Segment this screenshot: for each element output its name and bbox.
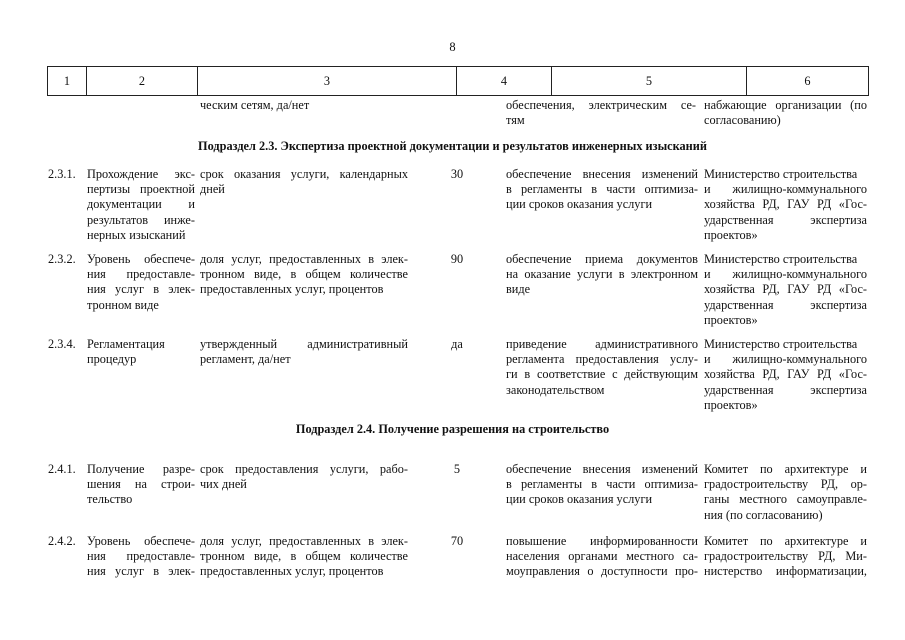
text-line: проектов» [704,397,758,412]
text-line: срок оказания услуги, календарных [200,167,408,181]
indicator-name [87,167,195,243]
header-col-2: 2 [86,67,197,95]
text-line: Министерство строительства [704,337,858,351]
text-line: на оказание услуги в электронном [506,267,698,282]
text-line: и жилищно-коммунального [704,352,867,367]
text-line: регламент, да/нет [200,352,291,367]
text-line: дней [200,182,225,197]
text-line: ции сроков оказания услуги [506,197,653,212]
page-number: 8 [449,40,456,54]
text-line: пертизы проектной [87,182,195,197]
indicator-name [87,462,195,508]
text-line: нистерство информатизации, [704,564,867,579]
row-number: 2.4.2. [48,534,76,548]
text-line: набжающие организации (по [704,98,867,112]
responsible [704,534,867,580]
row-number: 2.3.1. [48,167,76,181]
text-line: Министерство строительства [704,167,858,181]
text-line: населения органами местного са- [506,549,698,564]
text-line: Уровень обеспече- [87,252,195,266]
text-line: приведение административного [506,337,698,351]
text-line: обеспечение внесения изменений [506,167,698,181]
text-line: Комитет по архитектуре и [704,462,867,476]
measures [506,337,698,398]
target-value: 70 [450,534,464,548]
text-line: срок предоставления услуги, рабо- [200,462,408,476]
section-title-2-4: Подраздел 2.4. Получение разрешения на строительство [295,422,610,436]
row-number: 2.3.4. [48,337,76,351]
text-line: доля услуг, предоставленных в элек- [200,534,408,548]
text-line: тельство [87,492,133,507]
text-line: Комитет по архитектуре и [704,534,867,548]
text-line: ударственная экспертиза [704,297,867,312]
text-line: согласованию) [704,113,781,128]
responsible [704,462,867,523]
indicator-measure [200,462,408,492]
text-line: Получение разре- [87,462,195,476]
text-line: утвержденный административный [200,337,408,351]
target-value: 30 [450,167,464,181]
text-line: ния предоставле- [87,267,195,282]
text-line: ния (по согласованию) [704,507,823,522]
text-line: градостроительству РД, Ми- [704,549,867,564]
text-line: ния услуг в элек- [87,282,195,297]
text-line: и жилищно-коммунального [704,267,867,282]
responsible [704,167,867,243]
text-line: тронном виде, в общем количестве [200,549,408,564]
text-line: доля услуг, предоставленных в элек- [200,252,408,266]
text-line: документации и [87,197,195,212]
text-line: Регламентация [87,337,165,351]
continuation-col3 [200,98,410,113]
table-header-row [47,66,869,96]
text-line: чих дней [200,477,247,492]
text-line: тронном виде, в общем количестве [200,267,408,282]
text-line: регламента предоставления услу- [506,352,698,367]
header-col-3: 3 [197,67,456,95]
text-line: моуправления о доступности про- [506,564,698,579]
text-line: в регламенты в части оптимиза- [506,477,698,492]
text-line: предоставленных услуг, процентов [200,564,384,579]
text-line: ния предоставле- [87,549,195,564]
text-line: ударственная экспертиза [704,212,867,227]
text-line: ния услуг в элек- [87,564,195,579]
text-line: законодательством [506,382,605,397]
indicator-measure [200,337,408,367]
text-line: обеспечение внесения изменений [506,462,698,476]
header-col-6: 6 [746,67,869,95]
measures [506,167,698,213]
text-line: нерных изысканий [87,227,186,242]
text-line: обеспечение приема документов [506,252,698,266]
text-line: виде [506,282,531,297]
section-title-2-3: Подраздел 2.3. Экспертиза проектной документации и результатов инженерных изысканий [198,139,707,153]
text-line: ганы местного самоуправле- [704,492,867,507]
header-col-4: 4 [456,67,551,95]
text-line: шения на строи- [87,477,195,492]
responsible [704,337,867,413]
text-line: градостроительству РД, ор- [704,477,867,492]
text-line: ции сроков оказания услуги [506,492,653,507]
measures [506,534,698,580]
indicator-name [87,252,195,313]
text-line: Прохождение экс- [87,167,195,181]
text-line: Уровень обеспече- [87,534,195,548]
text-line: ческим сетям, да/нет [200,98,310,112]
text-line: проектов» [704,227,758,242]
target-value: 5 [453,462,461,476]
text-line: процедур [87,352,137,367]
text-line: ударственная экспертиза [704,382,867,397]
text-line: предоставленных услуг, процентов [200,282,384,297]
measures [506,462,698,508]
indicator-name [87,337,195,367]
header-col-1: 1 [47,67,86,95]
row-number: 2.3.2. [48,252,76,266]
indicator-name [87,534,195,580]
indicator-measure [200,252,408,298]
text-line: хозяйства РД, ГАУ РД «Гос- [704,367,867,382]
target-value: да [451,337,463,351]
text-line: ги в соответствие с действующим [506,367,698,382]
text-line: повышение информированности [506,534,698,548]
text-line: и жилищно-коммунального [704,182,867,197]
text-line: обеспечения, электрическим се- [506,98,696,112]
text-line: в регламенты в части оптимиза- [506,182,698,197]
indicator-measure [200,167,408,197]
text-line: тям [506,113,525,128]
target-value: 90 [450,252,464,266]
text-line: хозяйства РД, ГАУ РД «Гос- [704,197,867,212]
text-line: тронном виде [87,297,159,312]
text-line: проектов» [704,312,758,327]
header-col-5: 5 [551,67,746,95]
row-number: 2.4.1. [48,462,76,476]
text-line: результатов инже- [87,212,195,227]
continuation-col5 [506,98,696,128]
text-line: Министерство строительства [704,252,858,266]
continuation-col6 [704,98,867,128]
indicator-measure [200,534,408,580]
text-line: хозяйства РД, ГАУ РД «Гос- [704,282,867,297]
responsible [704,252,867,328]
measures [506,252,698,298]
